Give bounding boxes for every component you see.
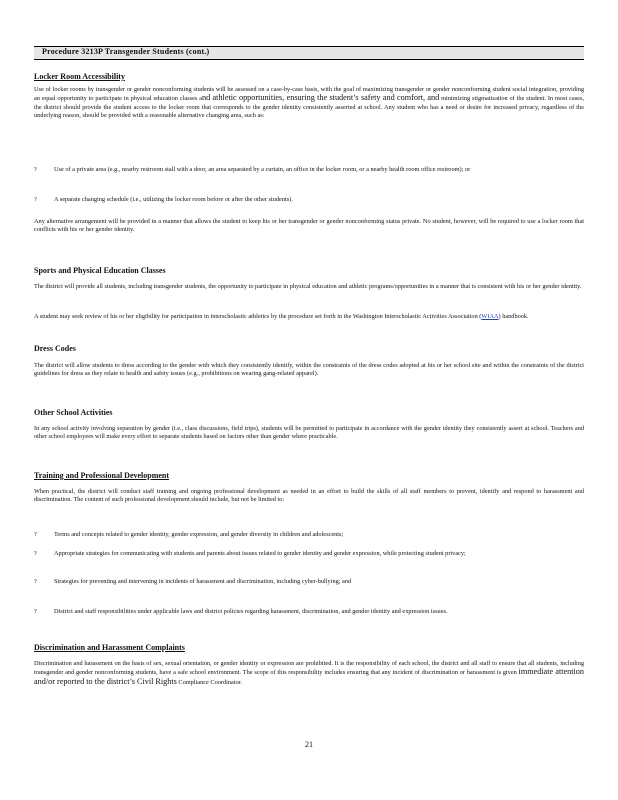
bullet-mark: ?	[34, 550, 37, 557]
heading-dress-codes: Dress Codes	[34, 344, 76, 353]
locker-bullet-1: ? Use of a private area (e.g., nearby restroom stall with a door, an area separated by a curtain, an office in the locker room, or a nearby health room office restroom); or	[34, 166, 471, 173]
training-bullet-2: ? Appropriate strategies for communicating with students and parents about issues related to gender identity and gender expression, while protecting student privacy;	[34, 550, 466, 557]
training-paragraph-1: When practical, the district will conduct staff training and ongoing professional development as needed in an effort to build the skills of all staff members to prevent, identify and respond to harassment and discrimination. The content of such professional development should include, but not be limited to:	[34, 488, 584, 504]
training-bullet-4: ? District and staff responsibilities under applicable laws and district policies regarding harassment, discrimination, and gender identity and expression issues.	[34, 608, 448, 615]
locker-bullet-2: ? A separate changing schedule (i.e., utilizing the locker room before or after the other students).	[34, 196, 293, 203]
heading-training: Training and Professional Development	[34, 471, 170, 480]
header-bar	[34, 46, 584, 60]
bullet-mark: ?	[34, 578, 37, 585]
heading-discrimination: Discrimination and Harassment Complaints	[34, 643, 185, 652]
heading-sports: Sports and Physical Education Classes	[34, 266, 166, 275]
bullet-mark: ?	[34, 608, 37, 615]
bullet-mark: ?	[34, 531, 37, 538]
training-bullet-1: ? Terms and concepts related to gender identity, gender expression, and gender diversity in children and adolescents;	[34, 531, 344, 538]
sports-paragraph-1: The district will provide all students, including transgender students, the opportunity to participate in physical education and athletic programs/opportunities in a manner that is consistent with his or her gender identity.	[34, 283, 582, 290]
heading-other-activities: Other School Activities	[34, 408, 113, 417]
locker-paragraph-2: Any alternative arrangement will be provided in a manner that allows the student to keep his or her transgender or gender nonconforming status private. No student, however, will be required to use a locker room that conflicts with his or her gender identity.	[34, 218, 584, 234]
training-bullet-3: ? Strategies for preventing and intervening in incidents of harassment and discrimination, including cyber-bullying; and	[34, 578, 352, 585]
bullet-mark: ?	[34, 166, 37, 173]
other-paragraph-1: In any school activity involving separation by gender (i.e., class discussions, field trips), students will be permitted to participate in accordance with the gender identity they consistently assert at school. Teachers and other school employees will make every effort to separate students based on factors other than gender where practicable.	[34, 425, 584, 441]
heading-locker-room: Locker Room Accessibility	[34, 72, 125, 81]
locker-paragraph-1: Use of locker rooms by transgender or gender nonconforming students will be assessed on a case-by-case basis, with the goal of maximizing transgender or gender nonconforming student social integration, providing an equal opportunity to participate in physical education classes and athletic opportunities, ensuring the student’s safety and comfort, and minimizing stigmatization of the student. In most cases, the district should provide the student access to the locker room that corresponds to the gender identity consistently asserted at school. Any student who has a need or desire for increased privacy, regardless of the underlying reason, should be provided with a reasonable alternative changing area, such as:	[34, 86, 584, 120]
bullet-mark: ?	[34, 196, 37, 203]
page-header: Procedure 3213P Transgender Students (cont.)	[42, 47, 210, 56]
dress-paragraph-1: The district will allow students to dress according to the gender with which they consistently identify, within the constraints of the dress codes adopted at his or her school site and within the constraints of the district guidelines for dress as they relate to health and safety issues (e.g., prohibitions on wearing gang-related apparel).	[34, 362, 584, 378]
discrimination-paragraph-1: Discrimination and harassment on the basis of sex, sexual orientation, or gender identity or expression are prohibited. It is the responsibility of each school, the district and all staff to ensure that all students, including transgender and gender nonconforming students, have a safe school environment. The scope of this responsibility includes ensuring that any incident of discrimination or harassment is given immediate attention and/or reported to the district’s Civil Rights Compliance Coordinator.	[34, 660, 584, 686]
sports-paragraph-2: A student may seek review of his or her eligibility for participation in interscholastic athletics by the procedure set forth in the Washington Interscholastic Activities Association (WIAA) handbook.	[34, 313, 529, 320]
wiaa-link[interactable]: WIAA	[481, 313, 499, 320]
page-number: 21	[305, 740, 313, 749]
